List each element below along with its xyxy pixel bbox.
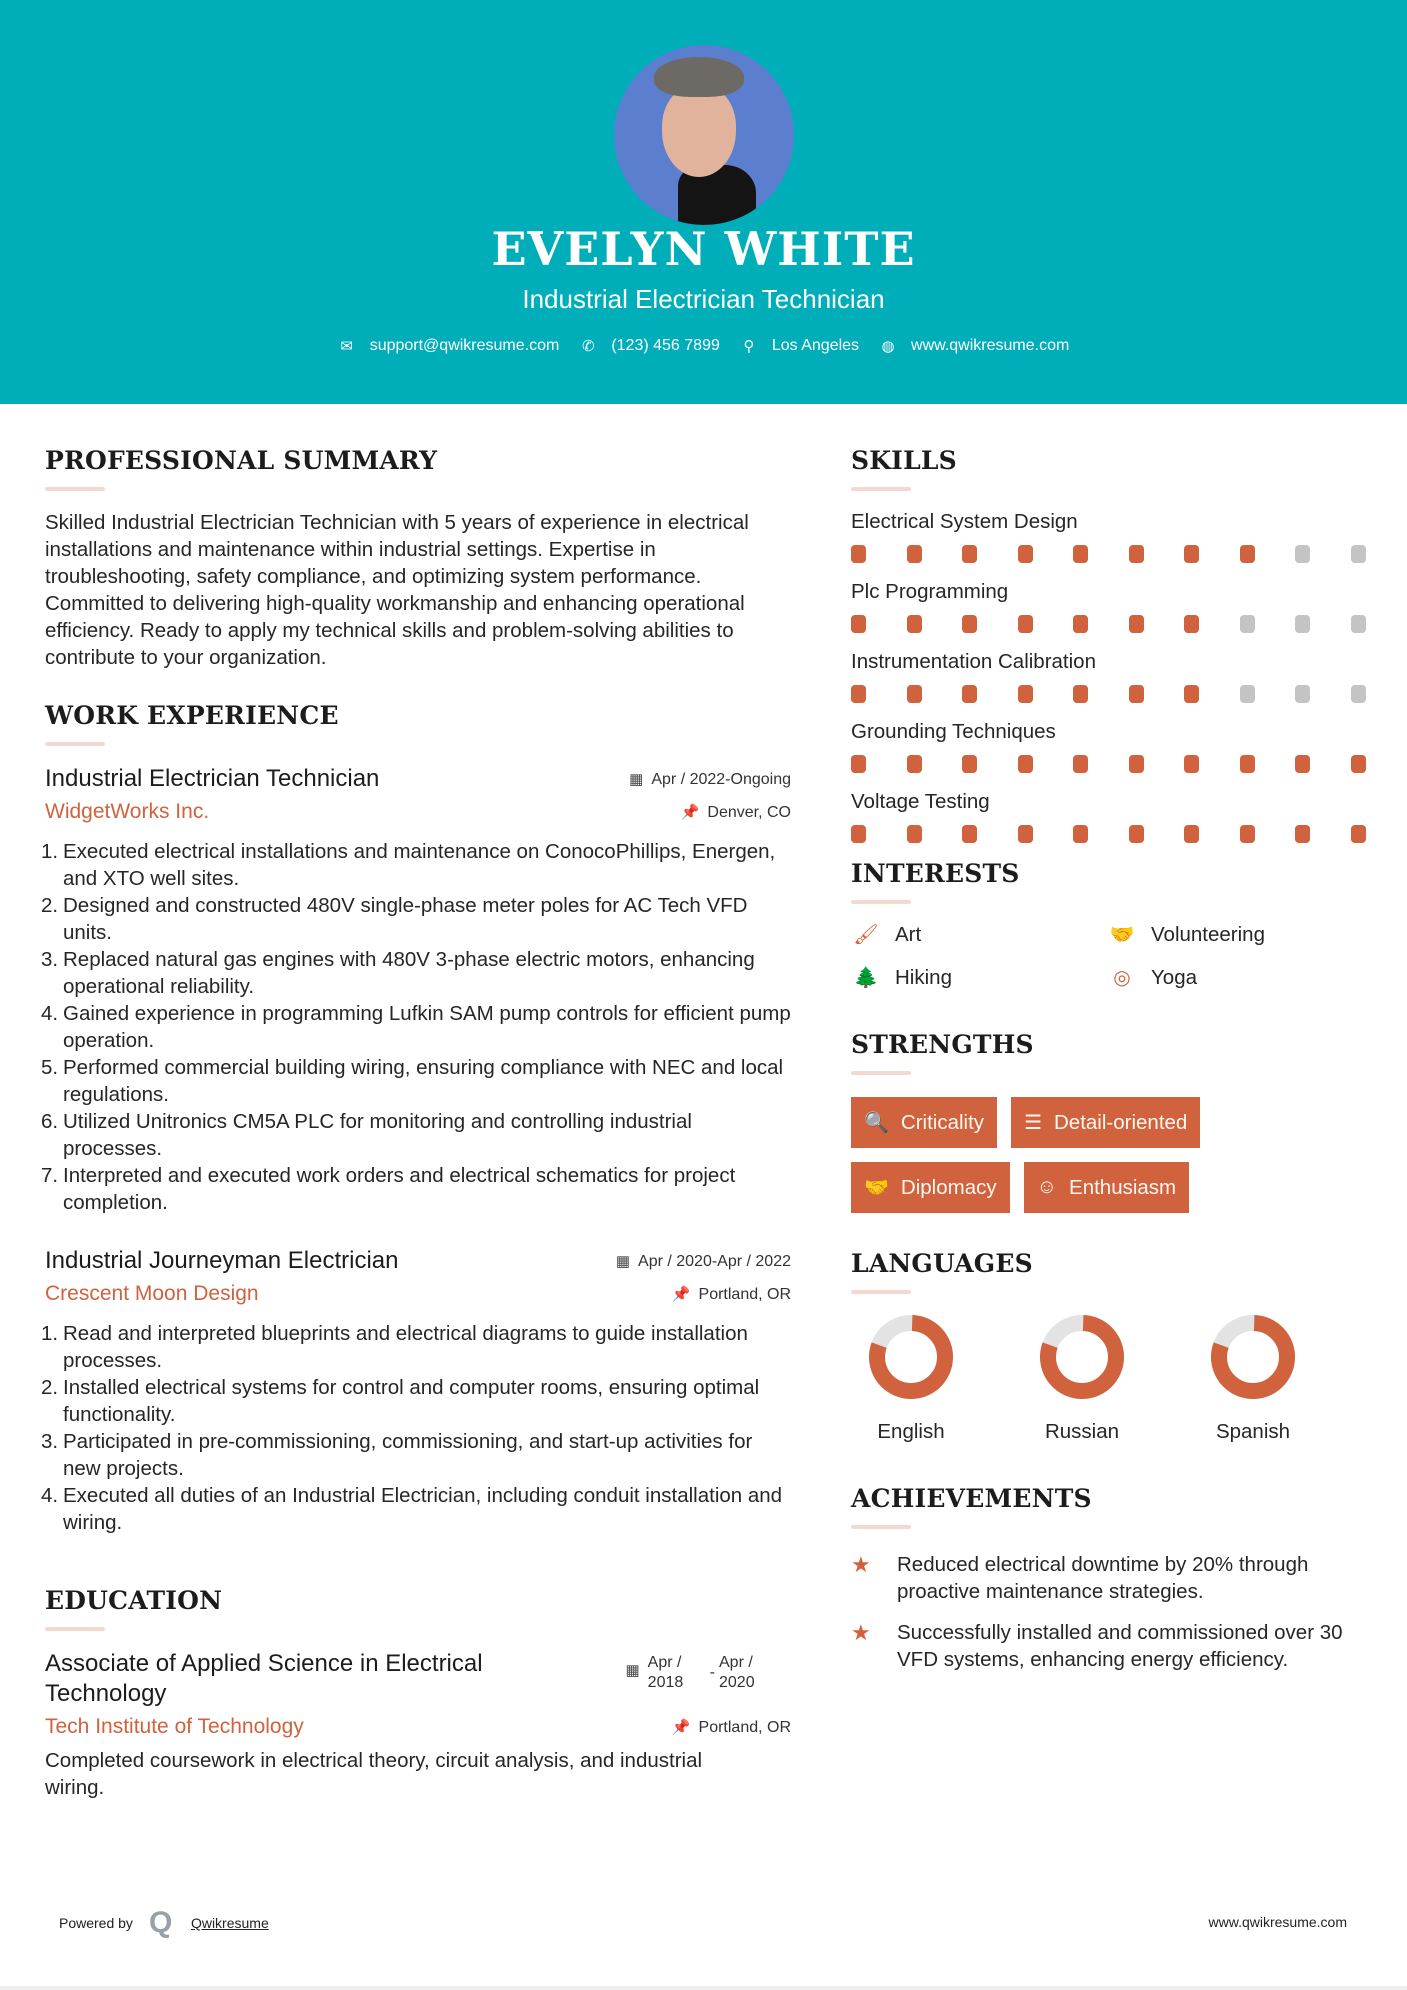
left-column bbox=[41, 446, 791, 1801]
rating-dot-filled bbox=[907, 685, 922, 703]
rating-dot-filled bbox=[1240, 825, 1255, 843]
thumbtack-icon: 📌 bbox=[680, 803, 700, 821]
achievement-item bbox=[851, 1551, 1371, 1605]
rating-dot-filled bbox=[1018, 615, 1033, 633]
education-location bbox=[672, 1718, 791, 1737]
contact-website-text: www.qwikresume.com bbox=[911, 337, 1070, 354]
contact-location bbox=[740, 337, 859, 355]
skill-name: Electrical System Design bbox=[851, 510, 1078, 533]
strengths-section bbox=[851, 1030, 1371, 1213]
skill-item bbox=[851, 719, 1371, 773]
list-icon: ☰ bbox=[1024, 1112, 1042, 1134]
rating-dot-filled bbox=[1184, 755, 1199, 773]
strength-tag-criticality: 🔍 Criticality bbox=[851, 1097, 997, 1148]
strength-tag-diplomacy: 🤝 Diplomacy bbox=[851, 1162, 1010, 1213]
interest-hiking: 🌲 Hiking bbox=[851, 965, 1107, 990]
section-title: INTERESTS bbox=[851, 859, 1020, 888]
section-divider bbox=[45, 742, 105, 746]
rating-dot-filled bbox=[962, 825, 977, 843]
job-bullets bbox=[41, 1320, 791, 1536]
rating-dot-filled bbox=[1073, 755, 1088, 773]
job-location bbox=[672, 1285, 791, 1304]
powered-by-text: Powered by bbox=[59, 1915, 133, 1931]
strength-tag-detail-oriented: ☰ Detail-oriented bbox=[1011, 1097, 1200, 1148]
bottom-bar bbox=[0, 1986, 1407, 1990]
section-title: PROFESSIONAL SUMMARY bbox=[45, 446, 438, 475]
job-title: Industrial Electrician Technician bbox=[45, 765, 380, 792]
list-item: 3. Replaced natural gas engines with 480V 3-phase electric motors, enhancing operational reliability. bbox=[41, 948, 755, 998]
language-item bbox=[1022, 1314, 1193, 1444]
handshake-icon: 🤝 bbox=[1109, 924, 1135, 946]
list-item: 1. Executed electrical installations and maintenance on ConocoPhillips, Energen, and XTO well sites. bbox=[41, 840, 776, 890]
rating-dot-filled bbox=[907, 755, 922, 773]
rating-dot-filled bbox=[1073, 825, 1088, 843]
language-item bbox=[851, 1314, 1022, 1444]
thumbtack-icon: 📌 bbox=[671, 1285, 691, 1303]
list-item: 5. Performed commercial building wiring, ensuring compliance with NEC and local regulations. bbox=[41, 1056, 784, 1106]
rating-dot-filled bbox=[1184, 825, 1199, 843]
candidate-title: Industrial Electrician Technician bbox=[522, 284, 885, 314]
company-name: Crescent Moon Design bbox=[45, 1282, 259, 1305]
skill-name: Instrumentation Calibration bbox=[851, 650, 1096, 673]
interest-art: 🖌 Art bbox=[851, 922, 1107, 947]
right-column bbox=[851, 446, 1371, 1687]
rating-dot-empty bbox=[1240, 615, 1255, 633]
rating-dot-filled bbox=[1129, 615, 1144, 633]
calendar-icon: ▦ bbox=[629, 771, 644, 788]
profile-photo bbox=[614, 45, 794, 225]
envelope-icon: ✉ bbox=[340, 338, 353, 355]
rating-dot-filled bbox=[1073, 615, 1088, 633]
section-title: WORK EXPERIENCE bbox=[45, 701, 339, 730]
languages-list bbox=[851, 1314, 1371, 1444]
rating-dot-filled bbox=[1129, 755, 1144, 773]
rating-dot-filled bbox=[1018, 825, 1033, 843]
interests-grid bbox=[851, 922, 1371, 990]
rating-dot-filled bbox=[1184, 545, 1199, 563]
resume-header bbox=[0, 0, 1407, 404]
calendar-icon: ▦ bbox=[625, 1662, 640, 1679]
rating-dot-filled bbox=[962, 615, 977, 633]
job-title: Industrial Journeyman Electrician bbox=[45, 1247, 399, 1274]
contact-email[interactable] bbox=[338, 337, 560, 355]
section-title: EDUCATION bbox=[45, 1586, 223, 1615]
education-section bbox=[45, 1586, 791, 1801]
skill-rating bbox=[851, 545, 1366, 563]
section-divider bbox=[851, 1071, 911, 1075]
skills-list bbox=[851, 509, 1371, 843]
rating-dot-empty bbox=[1295, 685, 1310, 703]
language-label: Spanish bbox=[1215, 1420, 1291, 1443]
contact-bar bbox=[0, 337, 1407, 355]
rating-dot-filled bbox=[1018, 755, 1033, 773]
skill-rating bbox=[851, 755, 1366, 773]
rating-dot-empty bbox=[1351, 545, 1366, 563]
job-location-text: Denver, CO bbox=[707, 803, 791, 821]
achievement-text: Reduced electrical downtime by 20% through proactive maintenance strategies. bbox=[897, 1553, 1309, 1603]
school-name: Tech Institute of Technology bbox=[45, 1715, 304, 1738]
section-title: LANGUAGES bbox=[851, 1249, 1033, 1278]
list-item: 2. Designed and constructed 480V single-phase meter poles for AC Tech VFD units. bbox=[41, 894, 748, 944]
skill-name: Plc Programming bbox=[851, 580, 1009, 603]
job-entry bbox=[41, 764, 791, 1216]
interest-yoga: ◎ Yoga bbox=[1107, 965, 1363, 990]
rating-dot-empty bbox=[1351, 685, 1366, 703]
job-bullets bbox=[41, 838, 791, 1216]
thumbtack-icon: 📌 bbox=[671, 1718, 691, 1736]
rating-dot-filled bbox=[1018, 685, 1033, 703]
list-item: 7. Interpreted and executed work orders and electrical schematics for project completion. bbox=[41, 1164, 736, 1214]
rating-dot-filled bbox=[1073, 685, 1088, 703]
section-title: STRENGTHS bbox=[851, 1030, 1034, 1059]
experience-section bbox=[41, 701, 791, 1536]
job-location bbox=[681, 803, 791, 822]
section-divider bbox=[851, 1290, 911, 1294]
rating-dot-filled bbox=[962, 545, 977, 563]
rating-dot-empty bbox=[1351, 615, 1366, 633]
powered-by bbox=[59, 1908, 269, 1938]
section-divider bbox=[851, 900, 911, 904]
list-item: 4. Executed all duties of an Industrial Electrician, including conduit installation and wiring. bbox=[41, 1484, 783, 1534]
smile-icon: ☺ bbox=[1036, 1176, 1058, 1198]
map-marker-icon: ⚲ bbox=[743, 338, 755, 355]
life-ring-icon: ◎ bbox=[1113, 967, 1131, 989]
rating-dot-filled bbox=[1073, 545, 1088, 563]
footer-url[interactable]: www.qwikresume.com bbox=[1208, 1914, 1347, 1930]
contact-website[interactable] bbox=[879, 337, 1069, 355]
rating-dot-filled bbox=[1184, 685, 1199, 703]
section-divider bbox=[45, 487, 105, 491]
paint-brush-icon: 🖌 bbox=[853, 924, 879, 946]
job-dates bbox=[616, 1252, 791, 1272]
shooting-star-icon: ★ bbox=[851, 1620, 871, 1645]
photo-hair bbox=[654, 57, 744, 97]
job-entry bbox=[41, 1246, 791, 1536]
achievement-text: Successfully installed and commissioned over 30 VFD systems, enhancing energy efficiency. bbox=[897, 1621, 1343, 1671]
contact-phone-text: (123) 456 7899 bbox=[611, 337, 720, 354]
skill-item bbox=[851, 579, 1371, 633]
list-item: 3. Participated in pre-commissioning, commissioning, and start-up activities for new projects. bbox=[41, 1430, 753, 1480]
photo-face bbox=[662, 85, 736, 177]
rating-dot-filled bbox=[1129, 825, 1144, 843]
skill-name: Grounding Techniques bbox=[851, 720, 1056, 743]
candidate-name: EVELYN WHITE bbox=[491, 222, 916, 276]
strength-tags bbox=[851, 1097, 1371, 1213]
rating-dot-filled bbox=[962, 755, 977, 773]
rating-dot-filled bbox=[851, 615, 866, 633]
languages-section bbox=[851, 1249, 1371, 1444]
achievements-section bbox=[851, 1484, 1371, 1673]
list-item: 1. Read and interpreted blueprints and electrical diagrams to guide installation processes. bbox=[41, 1322, 748, 1372]
calendar-icon: ▦ bbox=[615, 1253, 631, 1270]
summary-section bbox=[45, 446, 791, 671]
interest-volunteering: 🤝 Volunteering bbox=[1107, 922, 1363, 947]
date-separator: - bbox=[709, 1664, 715, 1681]
education-start: Apr / 2018 bbox=[647, 1654, 684, 1691]
skill-name: Voltage Testing bbox=[851, 790, 990, 813]
rating-dot-filled bbox=[1129, 685, 1144, 703]
rating-dot-empty bbox=[1295, 545, 1310, 563]
skill-rating bbox=[851, 615, 1366, 633]
language-donut-chart bbox=[1039, 1314, 1125, 1400]
rating-dot-filled bbox=[1018, 545, 1033, 563]
education-end: Apr / 2020 bbox=[719, 1654, 755, 1691]
summary-text: Skilled Industrial Electrician Technician with 5 years of experience in electrical installations and maintenance within industrial settings. Expertise in troubleshooting, safety compliance, and optimizing system performance. Committed to delivering high-quality workmanship and enhancing operational efficiency. Ready to apply my technical skills and problem-solving abilities to contribute to your organization. bbox=[45, 511, 749, 669]
search-icon: 🔍 bbox=[864, 1112, 889, 1134]
interests-section bbox=[851, 859, 1371, 990]
education-dates bbox=[625, 1653, 763, 1693]
skill-item bbox=[851, 789, 1371, 843]
qwikresume-logo-icon: Q bbox=[148, 1906, 173, 1939]
job-dates bbox=[629, 770, 791, 790]
globe-icon: ◍ bbox=[881, 338, 895, 355]
rating-dot-filled bbox=[962, 685, 977, 703]
skill-rating bbox=[851, 685, 1366, 703]
language-donut-chart bbox=[1210, 1314, 1296, 1400]
rating-dot-filled bbox=[851, 825, 866, 843]
contact-location-text: Los Angeles bbox=[771, 337, 860, 354]
section-title: ACHIEVEMENTS bbox=[851, 1484, 1092, 1513]
language-label: English bbox=[877, 1420, 945, 1443]
language-donut-chart bbox=[868, 1314, 954, 1400]
job-dates-text: Apr / 2020-Apr / 2022 bbox=[638, 1253, 791, 1270]
strength-tag-enthusiasm: ☺ Enthusiasm bbox=[1024, 1162, 1190, 1213]
section-divider bbox=[851, 1525, 911, 1529]
rating-dot-filled bbox=[851, 545, 866, 563]
list-item: 4. Gained experience in programming Lufkin SAM pump controls for efficient pump operation. bbox=[41, 1002, 791, 1052]
rating-dot-filled bbox=[1351, 825, 1366, 843]
handshake-icon: 🤝 bbox=[864, 1177, 889, 1199]
list-item: 6. Utilized Unitronics CM5A PLC for monitoring and controlling industrial processes. bbox=[41, 1110, 692, 1160]
page-footer bbox=[0, 1900, 1407, 1940]
phone-icon: ✆ bbox=[582, 338, 595, 355]
company-name: WidgetWorks Inc. bbox=[45, 800, 210, 823]
shooting-star-icon: ★ bbox=[851, 1552, 871, 1577]
skill-rating bbox=[851, 825, 1366, 843]
language-item bbox=[1193, 1314, 1364, 1444]
rating-dot-empty bbox=[1240, 685, 1255, 703]
rating-dot-filled bbox=[851, 685, 866, 703]
rating-dot-filled bbox=[907, 615, 922, 633]
rating-dot-filled bbox=[907, 545, 922, 563]
skill-item bbox=[851, 509, 1371, 563]
achievement-item bbox=[851, 1619, 1371, 1673]
rating-dot-filled bbox=[1240, 755, 1255, 773]
job-dates-text: Apr / 2022-Ongoing bbox=[651, 771, 791, 788]
section-title: SKILLS bbox=[851, 446, 957, 475]
rating-dot-filled bbox=[1295, 755, 1310, 773]
tree-icon: 🌲 bbox=[853, 967, 879, 989]
education-description: Completed coursework in electrical theory, circuit analysis, and industrial wiring. bbox=[45, 1749, 703, 1799]
rating-dot-empty bbox=[1295, 615, 1310, 633]
contact-email-text: support@qwikresume.com bbox=[369, 337, 560, 354]
list-item: 2. Installed electrical systems for control and computer rooms, ensuring optimal functionality. bbox=[41, 1376, 760, 1426]
rating-dot-filled bbox=[907, 825, 922, 843]
language-label: Russian bbox=[1044, 1420, 1120, 1443]
education-location-text: Portland, OR bbox=[698, 1718, 791, 1736]
contact-phone[interactable] bbox=[579, 337, 720, 355]
rating-dot-filled bbox=[1129, 545, 1144, 563]
rating-dot-filled bbox=[851, 755, 866, 773]
rating-dot-filled bbox=[1184, 615, 1199, 633]
section-divider bbox=[45, 1627, 105, 1631]
skill-item bbox=[851, 649, 1371, 703]
skills-section bbox=[851, 446, 1371, 843]
rating-dot-filled bbox=[1351, 755, 1366, 773]
brand-link[interactable]: Qwikresume bbox=[190, 1915, 269, 1931]
rating-dot-filled bbox=[1295, 825, 1310, 843]
job-location-text: Portland, OR bbox=[698, 1285, 791, 1303]
degree-title: Associate of Applied Science in Electrical Technology bbox=[45, 1650, 483, 1707]
section-divider bbox=[851, 487, 911, 491]
rating-dot-filled bbox=[1240, 545, 1255, 563]
